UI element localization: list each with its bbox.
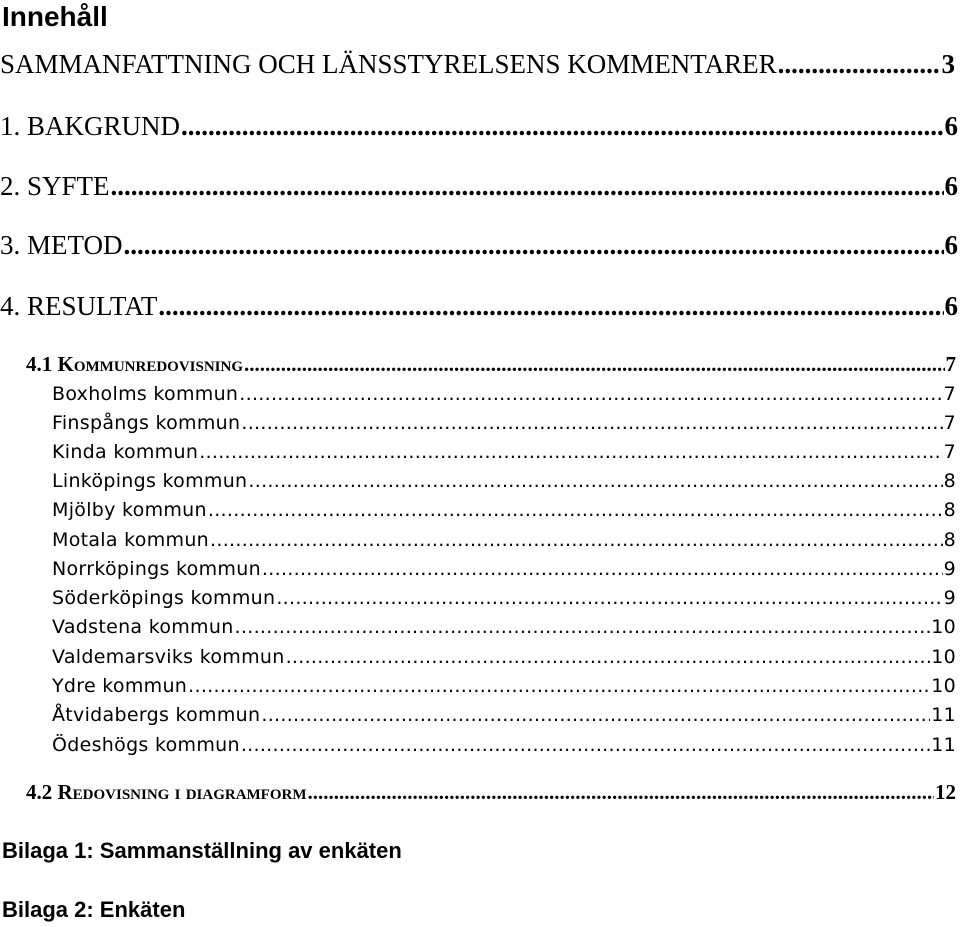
toc-entry-page: 6 bbox=[944, 111, 958, 141]
toc-entry-label: 4.1 Kommunredovisning bbox=[26, 352, 244, 376]
dot-leader bbox=[208, 497, 943, 523]
toc-entry-label: 4. RESULTAT bbox=[0, 291, 158, 321]
toc-entry-page: 6 bbox=[944, 171, 958, 201]
toc-entry-page: 10 bbox=[931, 616, 956, 638]
toc-entry-label: Åtvidabergs kommun bbox=[52, 704, 261, 726]
dot-leader bbox=[241, 410, 942, 436]
toc-entry-page: 6 bbox=[944, 291, 958, 321]
toc-entry-page: 8 bbox=[943, 499, 956, 521]
dot-leader bbox=[262, 556, 943, 582]
toc-entry-page: 8 bbox=[943, 529, 956, 551]
toc-entry-soderkoping[interactable] bbox=[52, 585, 956, 611]
toc-entry-page: 11 bbox=[931, 734, 956, 756]
dot-leader bbox=[188, 673, 930, 699]
dot-leader bbox=[210, 527, 943, 553]
dot-leader bbox=[286, 644, 931, 670]
toc-entry-page: 10 bbox=[931, 646, 956, 668]
appendix-2: Bilaga 2: Enkäten bbox=[2, 897, 186, 922]
toc-entry-kinda[interactable] bbox=[52, 439, 956, 465]
toc-entry-boxholm[interactable] bbox=[52, 381, 956, 407]
toc-entry-page: 11 bbox=[931, 704, 956, 726]
toc-entry-metod[interactable] bbox=[0, 229, 958, 261]
toc-entry-finspang[interactable] bbox=[52, 410, 956, 436]
toc-entry-linkoping[interactable] bbox=[52, 468, 956, 494]
toc-entry-label: 2. SYFTE bbox=[0, 171, 110, 201]
toc-entry-page: 3 bbox=[941, 49, 955, 79]
toc-entry-diagramform[interactable] bbox=[26, 779, 956, 805]
toc-entry-page: 9 bbox=[943, 558, 956, 580]
dot-leader bbox=[244, 351, 944, 377]
toc-entry-bakgrund[interactable] bbox=[0, 110, 958, 142]
toc-entry-page: 12 bbox=[935, 780, 956, 804]
toc-entry-atvidaberg[interactable] bbox=[52, 702, 956, 728]
toc-entry-page: 6 bbox=[944, 230, 958, 260]
dot-leader bbox=[261, 702, 930, 728]
dot-leader bbox=[778, 48, 941, 80]
toc-entry-resultat[interactable] bbox=[0, 290, 958, 322]
toc-entry-label: Ydre kommun bbox=[52, 675, 188, 697]
toc-entry-label: Linköpings kommun bbox=[52, 470, 248, 492]
toc-entry-label: SAMMANFATTNING OCH LÄNSSTYRELSENS KOMMENTARER bbox=[0, 49, 777, 79]
toc-entry-syfte[interactable] bbox=[0, 170, 958, 202]
toc-heading: Innehåll bbox=[2, 1, 108, 32]
dot-leader bbox=[248, 468, 942, 494]
dot-leader bbox=[239, 381, 942, 407]
toc-entry-label: Mjölby kommun bbox=[52, 499, 207, 521]
toc-entry-page: 7 bbox=[943, 383, 956, 405]
toc-entry-label: Söderköpings kommun bbox=[52, 587, 276, 609]
appendix-1: Bilaga 1: Sammanställning av enkäten bbox=[2, 838, 402, 863]
toc-entry-label: Norrköpings kommun bbox=[52, 558, 261, 580]
toc-entry-label: Ödeshögs kommun bbox=[52, 734, 240, 756]
dot-leader bbox=[276, 585, 942, 611]
toc-entry-page: 8 bbox=[943, 470, 956, 492]
toc-entry-label: Kinda kommun bbox=[52, 441, 199, 463]
toc-entry-label: 3. METOD bbox=[0, 230, 123, 260]
toc-entry-valdemarsvik[interactable] bbox=[52, 644, 956, 670]
toc-entry-label: 1. BAKGRUND bbox=[0, 111, 181, 141]
toc-entry-kommunredovisning[interactable] bbox=[26, 351, 956, 377]
toc-entry-vadstena[interactable] bbox=[52, 614, 956, 640]
toc-entry-summary[interactable] bbox=[0, 48, 955, 80]
dot-leader bbox=[199, 439, 942, 465]
dot-leader bbox=[158, 290, 943, 322]
toc-entry-ydre[interactable] bbox=[52, 673, 956, 699]
dot-leader bbox=[181, 110, 943, 142]
toc-entry-page: 9 bbox=[943, 587, 956, 609]
dot-leader bbox=[308, 779, 934, 805]
toc-entry-mjolby[interactable] bbox=[52, 497, 956, 523]
toc-entry-label: Motala kommun bbox=[52, 529, 210, 551]
toc-entry-norrkoping[interactable] bbox=[52, 556, 956, 582]
toc-entry-label: Vadstena kommun bbox=[52, 616, 234, 638]
dot-leader bbox=[111, 170, 944, 202]
dot-leader bbox=[241, 732, 930, 758]
toc-entry-page: 7 bbox=[943, 412, 956, 434]
toc-entry-label: 4.2 Redovisning i diagramform bbox=[26, 780, 307, 804]
toc-entry-label: Boxholms kommun bbox=[52, 383, 239, 405]
toc-entry-page: 7 bbox=[943, 441, 956, 463]
toc-entry-motala[interactable] bbox=[52, 527, 956, 553]
toc-entry-odeshog[interactable] bbox=[52, 732, 956, 758]
toc-entry-page: 7 bbox=[945, 352, 956, 376]
dot-leader bbox=[124, 229, 944, 261]
dot-leader bbox=[235, 614, 931, 640]
toc-entry-label: Valdemarsviks kommun bbox=[52, 646, 285, 668]
toc-entry-page: 10 bbox=[931, 675, 956, 697]
toc-entry-label: Finspångs kommun bbox=[52, 412, 241, 434]
